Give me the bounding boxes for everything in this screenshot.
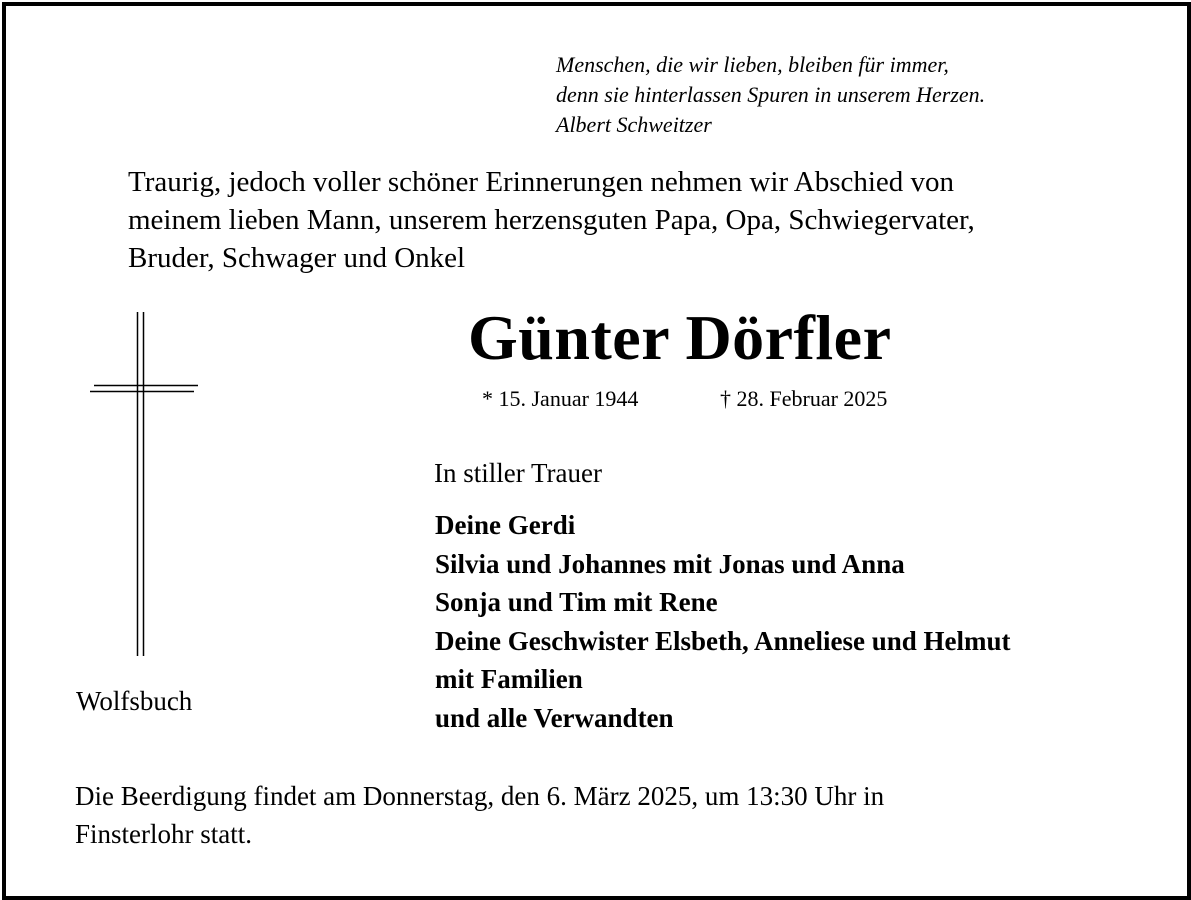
mourner-line: Sonja und Tim mit Rene bbox=[435, 587, 718, 617]
quote-line-2: denn sie hinterlassen Spuren in unserem Herzen. bbox=[556, 82, 986, 107]
memorial-quote bbox=[556, 50, 985, 140]
mourning-label: In stiller Trauer bbox=[434, 458, 602, 488]
mourner-line: Silvia und Johannes mit Jonas und Anna bbox=[435, 548, 905, 579]
place-name: Wolfsbuch bbox=[76, 686, 193, 716]
death-date: † 28. Februar 2025 bbox=[720, 386, 888, 411]
mourner-line: Deine Geschwister Elsbeth, Anneliese und Helmut bbox=[435, 625, 1011, 656]
intro-line-2: meinem lieben Mann, unserem herzensguten Papa, Opa, Schwiegervater, bbox=[128, 204, 975, 236]
birth-date: * 15. Januar 1944 bbox=[482, 386, 639, 411]
funeral-line-2: Finsterlohr statt. bbox=[75, 819, 252, 849]
mourners-list bbox=[435, 506, 1011, 737]
quote-line-1: Menschen, die wir lieben, bleiben für immer, bbox=[556, 52, 949, 77]
quote-author: Albert Schweitzer bbox=[556, 112, 712, 137]
deceased-name: Günter Dörfler bbox=[468, 302, 892, 373]
cross-icon bbox=[88, 312, 200, 656]
mourner-line: mit Familien bbox=[435, 664, 583, 694]
funeral-line-1: Die Beerdigung findet am Donnerstag, den 6. März 2025, um 13:30 Uhr in bbox=[75, 781, 885, 811]
mourner-line: und alle Verwandten bbox=[435, 702, 674, 733]
intro-line-3: Bruder, Schwager und Onkel bbox=[128, 242, 466, 274]
intro-line-1: Traurig, jedoch voller schöner Erinnerungen nehmen wir Abschied von bbox=[128, 166, 955, 198]
mourner-line: Deine Gerdi bbox=[435, 510, 576, 540]
funeral-info bbox=[75, 777, 884, 853]
intro-text bbox=[128, 163, 975, 277]
